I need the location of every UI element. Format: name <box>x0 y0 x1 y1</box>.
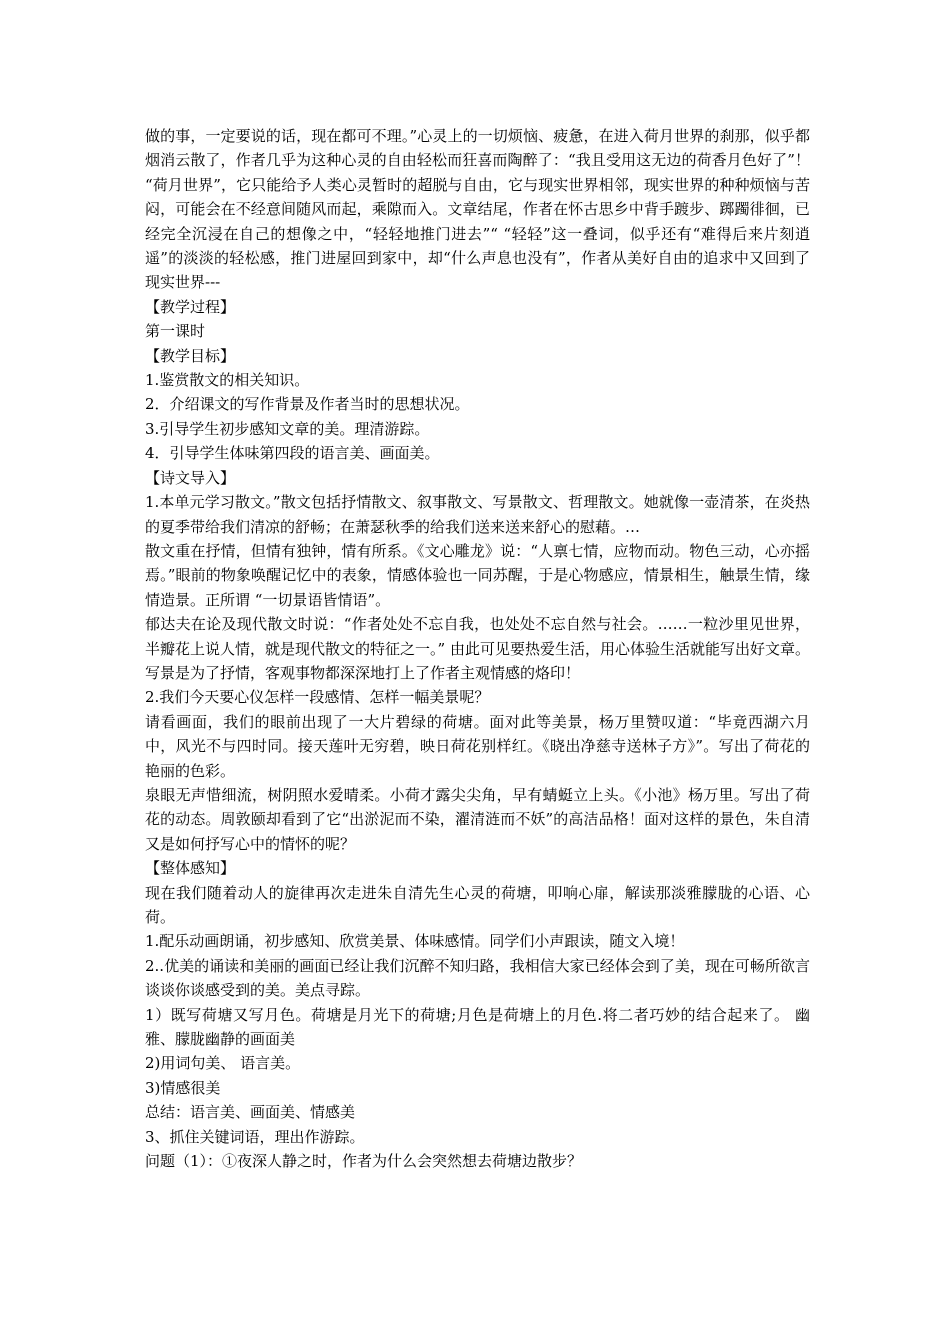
paragraph-yang-wanli: 请看画面，我们的眼前出现了一大片碧绿的荷塘。面对此等美景，杨万里赞叹道：“毕竟西湖六月中，风光不与四时同。接天莲叶无穷碧，映日荷花别样红。《晓出净慈寺送林子方》”。写出了荷花的艳丽的色彩。 <box>145 712 810 780</box>
perception-item-1: 1.配乐动画朗诵，初步感知、欣赏美景、体味感情。同学们小声跟读，随文入境！ <box>145 932 685 951</box>
paragraph-xiao-chi: 泉眼无声惜细流，树阴照水爱晴柔。小荷才露尖尖角，早有蜻蜓立上头。《小池》杨万里。写出了荷花的动态。周敦颐却看到了它“出淤泥而不染，濯清涟而不妖”的高洁品格！面对这样的景色，朱自清又是如何抒写心中的情怀的呢？ <box>145 785 810 853</box>
document-body <box>145 124 810 1173</box>
heading-teaching-goals: 【教学目标】 <box>145 346 236 365</box>
beauty-point-1: 1）既写荷塘又写月色。荷塘是月光下的荷塘;月色是荷塘上的月色.将二者巧妙的结合起来了。 幽雅、朦胧幽静的画面美 <box>145 1005 810 1049</box>
heading-first-lesson: 第一课时 <box>145 322 206 341</box>
beauty-point-3: 3)情感很美 <box>145 1078 221 1097</box>
summary-line: 总结：语言美、画面美、情感美 <box>145 1103 356 1122</box>
paragraph-intro: 做的事，一定要说的话，现在都可不理。”心灵上的一切烦恼、疲惫，在进入荷月世界的刹那，似乎都烟消云散了，作者几乎为这种心灵的自由轻松而狂喜而陶醉了：“我且受用这无边的荷香月色好了”！ “荷月世界”，它只能给予人类心灵暂时的超脱与自由，它与现实世界相邻，现实世界的种种烦恼与苦闷，可能会在不经意间随风而起，乘隙而入。文章结尾，作者在怀古思乡中背手踱步、踯躅徘徊，已经完全沉浸在自己的想像之中，“轻轻地推门进去”“ “轻轻”这一叠词，似乎还有“难得后来片刻逍遥”的淡淡的轻松感，推门进屋回到家中，却“什么声息也没有”，作者从美好自由的追求中又回到了现实世界--- <box>145 127 810 292</box>
heading-overall-perception: 【整体感知】 <box>145 859 236 878</box>
question-1: 问题（1）：①夜深人静之时，作者为什么会突然想去荷塘边散步？ <box>145 1152 583 1171</box>
paragraph-prose-unit: 1.本单元学习散文。”散文包括抒情散文、叙事散文、写景散文、哲理散文。她就像一壶清茶，在炎热的夏季带给我们清凉的舒畅；在萧瑟秋季的给我们送来送来舒心的慰藉。… <box>145 493 810 536</box>
perception-item-3: 3、抓住关键词语，理出作游踪。 <box>145 1127 365 1146</box>
goal-item-2: 2．介绍课文的写作背景及作者当时的思想状况。 <box>145 395 470 414</box>
paragraph-question-2: 2.我们今天要心仪怎样一段感情、怎样一幅美景呢？ <box>145 688 490 707</box>
beauty-point-2: 2)用词句美、 语言美。 <box>145 1054 301 1073</box>
goal-item-4: 4．引导学生体味第四段的语言美、画面美。 <box>145 444 440 463</box>
goal-item-3: 3.引导学生初步感知文章的美。理清游踪。 <box>145 419 430 438</box>
goal-item-1: 1.鉴赏散文的相关知识。 <box>145 371 310 390</box>
heading-poem-intro: 【诗文导入】 <box>145 468 236 487</box>
paragraph-yu-dafu: 郁达夫在论及现代散文时说：“作者处处不忘自我，也处处不忘自然与社会。……一粒沙里见世界，半瓣花上说人情，就是现代散文的特征之一。” 由此可见要热爱生活，用心体验生活就能写出好文章。 <box>145 615 810 658</box>
paragraph-prose-emotion: 散文重在抒情，但情有独钟，情有所系。《文心雕龙》说：“人禀七情，应物而动。物色三动，心亦摇焉。”眼前的物象唤醒记忆中的表象，情感体验也一同苏醒，于是心物感应，情景相生，触景生情，缘情造景。正所谓 “一切景语皆情语”。 <box>145 541 810 609</box>
paragraph-melody: 现在我们随着动人的旋律再次走进朱自清先生心灵的荷塘，叩响心扉，解读那淡雅朦胧的心语、心荷。 <box>145 883 810 926</box>
heading-teaching-process: 【教学过程】 <box>145 297 236 316</box>
perception-item-2: 2..优美的诵读和美丽的画面已经让我们沉醉不知归路，我相信大家已经体会到了美，现在可畅所欲言谈谈你谈感受到的美。美点寻踪。 <box>145 956 810 1000</box>
paragraph-scenery: 写景是为了抒情，客观事物都深深地打上了作者主观情感的烙印！ <box>145 663 581 682</box>
